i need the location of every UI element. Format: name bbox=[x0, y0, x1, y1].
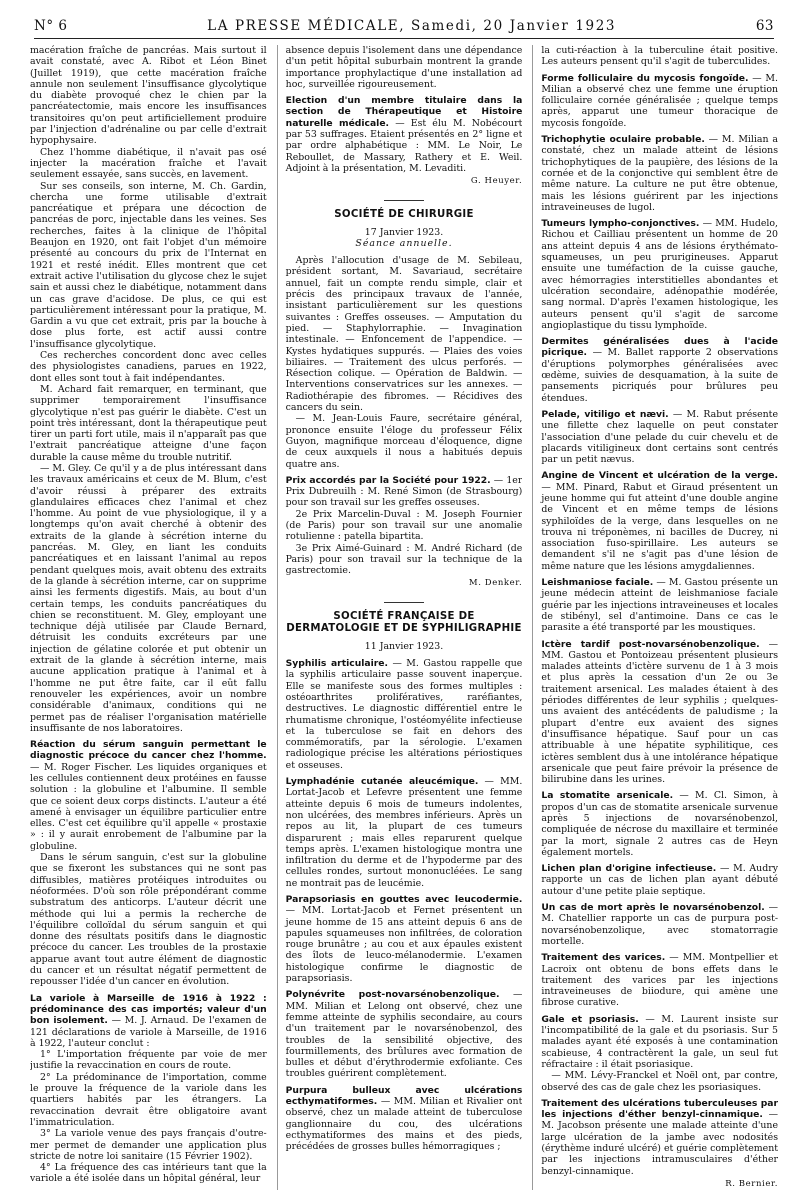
article-entry bbox=[541, 73, 778, 129]
paragraph: — MM. Lévy-Franckel et Noël ont, par contre, observé des cas de gale chez les psoriasiques. bbox=[541, 1070, 779, 1093]
paragraph: Ces recherches concordent donc avec celles des physiologistes canadiens, parues en 1922, dont elles sont tout à fait indépendantes. bbox=[30, 350, 267, 384]
article-text: — M. Cl. Simon, à propos d'un cas de stomatite arsenicale survenue après 5 injections de novarsénobenzol, compliquée de nécrose du maxillaire et terminée par la mort, signale 2 autres cas de Heyn également mortels. bbox=[541, 790, 779, 858]
article-heading: Polynévrite post-novarsénobenzolique. bbox=[285, 989, 500, 1001]
column-1 bbox=[30, 45, 267, 1190]
article-entry bbox=[541, 336, 778, 404]
article-heading: Purpura bulleux avec ulcérations ecthymatiformes. bbox=[285, 1084, 523, 1108]
article-heading: Tumeurs lympho-conjonctives. bbox=[541, 218, 700, 230]
article-heading: Election d'un membre titulaire dans la section de Thérapeutique et Histoire naturelle médicale. bbox=[285, 95, 523, 129]
article-text: — MM. Lortat-Jacob et Fernet présentent un jeune homme de 15 ans atteint depuis 6 ans de papules squameuses non infiltrées, de coloration rouge brunâtre ; au cou et aux épaules existent des îlots de leuco-mélanodermie. L'examen histologique confirme le diagnostic de parapsoriasis. bbox=[285, 905, 523, 985]
article-heading: Un cas de mort après le novarsénobenzol. bbox=[541, 902, 765, 914]
article-text: — 1er Prix Dubreuilh : M. René Simon (de Strasbourg) pour son travail sur les greffes osseuses. bbox=[285, 474, 523, 509]
section-title: SOCIÉTÉ DE CHIRURGIE bbox=[334, 208, 474, 220]
article-entry bbox=[286, 1085, 523, 1153]
article-entry bbox=[286, 95, 523, 174]
paragraph: 2e Prix Marcelin-Duval : M. Joseph Fournier (de Paris) pour son travail sur une anomalie rotulienne : patella bipartita. bbox=[285, 508, 523, 543]
article-entry bbox=[286, 894, 523, 984]
article-heading: Traitement des varices. bbox=[541, 952, 666, 964]
article-entry bbox=[541, 952, 778, 1008]
article-heading: Prix accordés par la Société pour 1922. bbox=[285, 474, 491, 486]
paragraph: — M. Jean-Louis Faure, secrétaire général, prononce ensuite l'éloge du professeur Félix Guyon, magnifique morceau d'éloquence, digne de ceux auxquels il nous a habitués depuis quatre ans. bbox=[285, 413, 523, 470]
article-text: — M. Rabut présente une fillette chez laquelle on peut constater l'association d'une pelade du cuir chevelu et de placards vitiligineux dont certains sont centrés par un petit nævus. bbox=[541, 408, 779, 466]
section-title: SOCIÉTÉ FRANÇAISE DE DERMATOLOGIE ET DE SYPHILIGRAPHIE bbox=[286, 610, 522, 634]
article-entry bbox=[541, 409, 778, 465]
article-entry bbox=[30, 739, 267, 852]
paragraph: 1° L'importation fréquente par voie de mer justifie la revaccination en cours de route. bbox=[30, 1049, 267, 1072]
article-heading: Syphilis articulaire. bbox=[285, 658, 388, 670]
paragraph: macération fraîche de pancréas. Mais surtout il avait constaté, avec A. Ribot et Léon Binet (Juillet 1919), que cette macération fraîche annule non seulement l'insuffisance glycolytique du diabète provoqué chez le chien par la pancréatectomie, mais encore les insuffisances transitoires qu'on peut artificiellement produire par l'injection d'adrénaline ou par celle d'extrait hypophysaire. bbox=[30, 45, 267, 147]
article-text: — M. Laurent insiste sur l'incompatibilité de la gale et du psoriasis. Sur 5 malades ayant été exposés à une contamination scabieuse, 4 contractèrent la gale, un seul fut réfractaire : il était psoriasique. bbox=[541, 1013, 779, 1070]
article-entry bbox=[541, 902, 778, 947]
signature: G. Heuyer. bbox=[470, 176, 523, 187]
paragraph: Sur ses conseils, son interne, M. Ch. Gardin, chercha une forme utilisable d'extrait pancréatique et prépara une décoction de pancréas de porc, injectable dans les veines. Ses recherches, faites à la clinique de l'hôpital Beaujon en 1920, ont fait l'objet d'un mémoire présenté au concours du prix de l'Internat en 1921 et resté inédit. Elles montrent que cet extrait active l'utilisation du glycose chez le sujet sain et aussi chez le diabétique, notamment dans un cas grave d'acidose. De plus, ce qui est particulièrement intéressant pour la pratique, M. Gardin a vu que cet extrait, pris par la bouche à dose plus forte, est actif aussi contre l'insuffisance glycolytique. bbox=[30, 180, 267, 350]
article-entry bbox=[541, 218, 778, 331]
article-heading: Leishmaniose faciale. bbox=[541, 577, 654, 589]
article-entry bbox=[286, 989, 523, 1079]
paragraph: absence depuis l'isolement dans une dépendance d'un petit hôpital suburbain montrent la grande importance prophylactique d'une installation ad hoc, surveillée rigoureusement. bbox=[285, 45, 523, 90]
paragraph: Dans le sérum sanguin, c'est sur la globuline que se fixeront les substances qui ne sont pas diffusibles, matières protéiques introduites ou néoformées. D'où son rôle prépondérant comme substratum des anticorps. L'auteur décrit une méthode qui lui a permis la recherche de l'équilibre colloïdal du sérum sanguin et qui donne des résultats positifs dans le diagnostic précoce du cancer. Les troubles de la prostaxie apparue avant tout autre élément de diagnostic du cancer et un résultat négatif permettent de repousser l'idée d'un cancer en évolution. bbox=[30, 852, 267, 988]
article-text: — MM. Milian et Rivalier ont observé, chez un malade atteint de tuberculose ganglionnaire du cou, des ulcérations ecthymatiformes des mains et des pieds, précédées de grosses bulles hémorragiques ; bbox=[285, 1096, 523, 1153]
article-entry bbox=[541, 1098, 778, 1177]
article-entry bbox=[286, 658, 523, 771]
article-heading: La stomatite arsenicale. bbox=[541, 790, 674, 802]
article-heading: Ictère tardif post-novarsénobenzolique. bbox=[541, 638, 760, 650]
article-heading: La variole à Marseille de 1916 à 1922 : prédominance des cas importés; valeur d'un bon isolement. bbox=[30, 992, 267, 1027]
page-number: 63 bbox=[755, 18, 774, 34]
article-text: — M. Milian a constaté, chez un malade atteint de lésions trichophytiques de la paupière, des lésions de la cornée et de la conjonctive qui semblent être de même nature. La culture ne put être obtenue, mais les lésions guérirent par les injections intraveineuses de lugol. bbox=[541, 134, 779, 213]
divider bbox=[384, 602, 424, 603]
article-text: — M. Gastou présente un jeune médecin atteint de leishmaniose faciale guérie par les injections intraveineuses et locales de stibényl, sel d'antimoine. Dans ce cas le parasite a été transporté par les moustiques. bbox=[541, 577, 779, 634]
article-entry bbox=[541, 470, 778, 572]
column-3 bbox=[532, 45, 778, 1190]
article-text: — MM. Lortat-Jacob et Lefevre présentent une femme atteinte depuis 6 mois de tumeurs indolentes, non ulcérées, des membres inférieurs. Après un repos au lit, la plupart de ces tumeurs disparurent ; mais elles reparurent quelque temps après. L'examen histologique montra une infiltration du derme et de l'hypoderme par des cellules rondes, surtout mononucléées. Le sang ne montrait pas de leucémie. bbox=[285, 776, 523, 889]
article-heading: Parapsoriasis en gouttes avec leucodermie. bbox=[285, 894, 523, 905]
paragraph: M. Achard fait remarquer, en terminant, que supprimer temporairement l'insuffisance glycolytique n'est pas guérir le diabète. C'est un point très intéressant, dont la thérapeutique peut tirer un parti fort utile, mais il n'apparaît pas que l'extrait pancréatique atteigne d'une façon durable la cause même du trouble nutritif. bbox=[30, 383, 267, 463]
article-text: — MM. Pinard, Rabut et Giraud présentent un jeune homme qui fut atteint d'une double angine de Vincent et en même temps de lésions syphiloïdes de la verge, dans lesquelles on ne trouva ni tréponèmes, ni bacilles de Ducrey, ni association fuso-spirillaire. Les auteurs se demandent s'il ne s'agit pas d'une lésion de même nature que les lésions amygdaliennes. bbox=[541, 481, 779, 572]
article-entry bbox=[286, 776, 523, 889]
article-text: — MM. Gastou et Pontoizeau présentent plusieurs malades atteints d'ictère survenu de 1 à 3 mois et plus après la cessation d'un 2e ou 3e traitement arsenical. Les malades étaient à des périodes différentes de leur syphilis ; quelques-uns avaient des antécédents de paludisme ; la plupart d'entre eux avaient des signes d'insuffisance hépatique. Sauf pour un cas attribuable à une hépatite syphilitique, ces ictères semblent dus à une intolérance hépatique arsenicale que peut faire prévoir la présence de bilirubine dans les urines. bbox=[541, 638, 779, 786]
article-entry bbox=[541, 790, 778, 858]
paragraph: la cuti-réaction à la tuberculine était positive. Les auteurs pensent qu'il s'agit de tuberculides. bbox=[541, 45, 779, 68]
section-subtitle: Séance annuelle. bbox=[355, 237, 453, 249]
paragraph: Chez l'homme diabétique, il n'avait pas osé injecter la macération fraîche et l'avait seulement essayée, sans succès, en lavement. bbox=[30, 146, 267, 181]
signature: R. Bernier. bbox=[725, 1178, 779, 1189]
article-text: — MM. Milian et Lelong ont observé, chez une femme atteinte de syphilis secondaire, au cours d'un traitement par le novarsénobenzol, des troubles de la sensibilité objective, des fourmillements, des brûlures avec formation de bulles et début d'érythrodermie exfoliante. Ces troubles guérirent complètement. bbox=[285, 989, 523, 1080]
section-date: 11 Janvier 1923. bbox=[364, 640, 444, 652]
article-heading: Trichophytie oculaire probable. bbox=[541, 134, 705, 146]
issue-number: N° 6 bbox=[34, 18, 68, 34]
article-heading: Lichen plan d'origine infectieuse. bbox=[541, 863, 717, 875]
divider bbox=[384, 200, 424, 201]
article-heading: Pelade, vitiligo et nævi. bbox=[541, 408, 669, 420]
article-heading: Angine de Vincent et ulcération de la verge. bbox=[541, 470, 779, 482]
article-heading: Traitement des ulcérations tuberculeuses par les injections d'éther benzyl-cinnamique. bbox=[541, 1097, 779, 1121]
article-entry bbox=[30, 993, 267, 1049]
article-text: — M. Roger Fischer. Les liquides organiques et les cellules contiennent deux protéines en fausse solution : la globuline et l'albumine. Il semble que ce soient deux corps distincts. L'auteur a été amené à envisager un équilibre particulier entre elles. C'est cet équilibre qu'il appelle « prostaxie » : il y aurait enrobement de l'albumine par la globuline. bbox=[30, 761, 267, 852]
article-entry bbox=[541, 134, 778, 213]
article-entry bbox=[541, 577, 778, 633]
columns bbox=[30, 45, 778, 1190]
column-2 bbox=[277, 45, 523, 1190]
article-entry bbox=[541, 1014, 778, 1070]
paragraph: 3° La variole venue des pays français d'outre-mer permet de demander une application plus stricte de notre loi sanitaire (15 Février 1902). bbox=[30, 1128, 267, 1162]
article-text: — M. Milian a observé chez une femme une éruption folliculaire cornée généralisée ; quelque temps après, apparut une tumeur thoracique de mycosis fongoïde. bbox=[541, 72, 779, 129]
article-heading: Dermites généralisées dues à l'acide picrique. bbox=[541, 336, 779, 359]
article-heading: Lymphadénie cutanée aleucémique. bbox=[285, 776, 479, 788]
paragraph: 3e Prix Aimé-Guinard : M. André Richard (de Paris) pour son travail sur la technique de la gastrectomie. bbox=[285, 542, 523, 577]
article-heading: Gale et psoriasis. bbox=[541, 1013, 639, 1025]
section-date: 17 Janvier 1923. bbox=[364, 226, 444, 238]
article-text: — M. J. Arnaud. De l'examen de 121 déclarations de variole à Marseille, de 1916 à 1922, l'auteur conclut : bbox=[30, 1015, 267, 1049]
page-header bbox=[34, 18, 774, 39]
article-text: — M. Jacobson présente une malade atteinte d'une large ulcération de la jambe avec nodosités (érythème induré ulcéré) et guérie complètement par les injections intramusculaires d'éther benzyl-cinnamique. bbox=[541, 1109, 779, 1177]
article-text: — MM. Montpellier et Lacroix ont obtenu de bons effets dans le traitement des varices par les injections intraveineuses de biiodure, qui amène une fibrose curative. bbox=[541, 952, 779, 1009]
article-heading: Forme folliculaire du mycosis fongoïde. bbox=[541, 72, 749, 84]
article-text: — M. Chatellier rapporte un cas de purpura post-novarsénobenzolique, avec stomatorragie mortelle. bbox=[541, 902, 779, 947]
paragraph: Après l'allocution d'usage de M. Sebileau, président sortant, M. Savariaud, secrétaire annuel, fait un compte rendu simple, clair et précis des principaux travaux de l'année, insistant particulièrement sur les questions suivantes : Greffes osseuses. — Amputation du pied. — Staphylorraphie. — Invagination intestinale. — Enfoncement de l'appendice. — Kystes hydatiques suppurés. — Plaies des voies biliaires. — Traitement des ulcus perforés. — Résection colique. — Opération de Baldwin. — Interventions conservatrices sur les annexes. — Radiothérapie des fibromes. — Récidives des cancers du sein. bbox=[285, 255, 523, 414]
article-text: — MM. Hudelo, Richou et Cailliau présentent un homme de 20 ans atteint depuis 4 ans de lésions érythémato-squameuses, un peu prurigineuses. Apparut ensuite une tuméfaction de la cuisse gauche, avec hémorragies interstitielles abondantes et ulcération secondaire, adénopathie modérée, sang normal. D'après l'examen histologique, les auteurs pensent qu'il s'agit de sarcome angioplastique du tissu lymphoïde. bbox=[541, 218, 779, 331]
journal-title: LA PRESSE MÉDICALE, Samedi, 20 Janvier 1923 bbox=[207, 18, 617, 34]
article-entry bbox=[286, 475, 523, 509]
signature: M. Denker. bbox=[468, 578, 523, 589]
section-header-chirurgie bbox=[286, 200, 523, 250]
article-text: — M. Audry rapporte un cas de lichen plan ayant débuté autour d'une petite plaie septique. bbox=[541, 863, 779, 897]
article-heading: Réaction du sérum sanguin permettant le diagnostic précoce du cancer chez l'homme. bbox=[30, 739, 267, 762]
article-text: — M. Gastou rappelle que la syphilis articulaire passe souvent inaperçue. Elle se manifeste sous des formes multiples : ostéoarthrites prolifératives, raréfiantes, destructives. Le diagnostic différentiel entre le rhumatisme chronique, l'ostéomyélite infectieuse et la tuberculose se fait en dehors des commémoratifs, par la sérologie. L'examen radiologique précise les altérations périostiques et osseuses. bbox=[285, 658, 523, 771]
section-header-dermatologie bbox=[286, 602, 523, 652]
article-entry bbox=[541, 863, 778, 897]
paragraph: 4° La fréquence des cas intérieurs tant que la variole a été isolée dans un hôpital général, leur bbox=[30, 1162, 267, 1185]
paragraph: 2° La prédominance de l'importation, comme le prouve la fréquence de la variole dans les quartiers habités par les étrangers. La revaccination devrait être obligatoire avant l'immatriculation. bbox=[30, 1071, 267, 1128]
article-entry bbox=[541, 639, 778, 786]
article-text: — M. Ballet rapporte 2 observations d'éruptions polymorphes généralisées avec œdème, suivies de desquamation, à la suite de pansements picriqués pour brûlures peu étendues. bbox=[541, 347, 779, 404]
paragraph: — M. Gley. Ce qu'il y a de plus intéressant dans les travaux américains et ceux de M. Blum, c'est d'avoir réussi à préparer des extraits glandulaires efficaces chez l'animal et chez l'homme. Au point de vue physiologique, il y a longtemps qu'on avait cherché à obtenir des extraits de la glande à sécrétion interne du pancréas. M. Gley, en liant les conduits pancréatiques et en laissant l'animal au repos pendant quelques mois, avait obtenu des extraits de la glande à sécrétion interne, car on supprime ainsi les ferments digestifs. Mais, au bout d'un certain temps, les conduits pancréatiques du chien se reconstituent. M. Gley, employant une technique déjà utilisée par Claude Bernard, détruisit les conduits excréteurs par une injection de gélatine colorée et put obtenir un extrait de la glande à sécrétion interne, mais aucune application pratique à l'animal et à l'homme ne put être faite, car il eût fallu renouveler les expériences, avoir un nombre considérable d'animaux, conditions qui ne permet pas de réaliser l'organisation matérielle insuffisante de nos laboratoires. bbox=[30, 462, 267, 734]
article-text: — Est élu M. Nobécourt par 53 suffrages. Etaient présentés en 2° ligne et par ordre alphabétique : MM. Le Noir, Le Reboullet, de Massary, Rathery et E. Weil. Adjoint à la présentation, M. Levaditi. bbox=[285, 117, 523, 174]
